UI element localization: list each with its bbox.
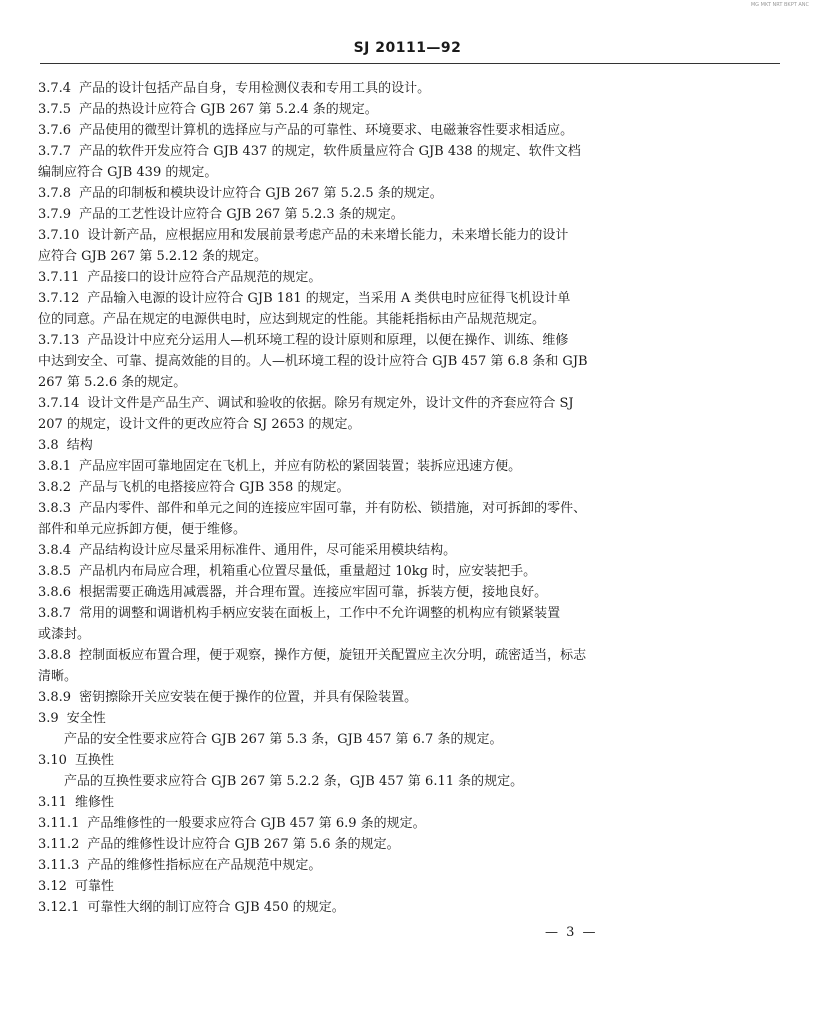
clause-number: 3.11.2 bbox=[38, 837, 80, 852]
clause-number: 3.8.7 bbox=[38, 606, 72, 621]
clause-text: 产品维修性的一般要求应符合 GJB 457 第 6.9 条的规定。 bbox=[87, 816, 426, 831]
text-line bbox=[38, 309, 780, 330]
text-line bbox=[38, 666, 780, 687]
text-line bbox=[38, 414, 780, 435]
text-line bbox=[38, 99, 780, 120]
clause-number: 3.7.12 bbox=[38, 291, 80, 306]
clause-number: 3.8.8 bbox=[38, 648, 72, 663]
clause-text: 维修性 bbox=[74, 795, 114, 810]
clause-number: 3.8 bbox=[38, 438, 59, 453]
clause-number: 3.7.4 bbox=[38, 81, 72, 96]
clause-text: 常用的调整和调谐机构手柄应安装在面板上，工作中不允许调整的机构应有锁紧装置 bbox=[79, 606, 561, 621]
clause-number: 3.7.6 bbox=[38, 123, 72, 138]
clause-text: 结构 bbox=[66, 438, 93, 453]
corner-mark: MG MKT NRT BKPT ANC bbox=[750, 2, 809, 8]
clause-number: 3.7.8 bbox=[38, 186, 72, 201]
text-line bbox=[38, 540, 780, 561]
clause-number: 3.8.6 bbox=[38, 585, 72, 600]
clause-number: 3.11.1 bbox=[38, 816, 80, 831]
clause-text: 267 第 5.2.6 条的规定。 bbox=[38, 375, 187, 390]
clause-text: 产品设计中应充分运用人—机环境工程的设计原则和原理，以便在操作、训练、维修 bbox=[87, 333, 569, 348]
clause-text: 产品与飞机的电搭接应符合 GJB 358 的规定。 bbox=[79, 480, 350, 495]
text-line bbox=[38, 183, 780, 204]
header-rule bbox=[40, 63, 780, 64]
clause-text: 产品接口的设计应符合产品规范的规定。 bbox=[87, 270, 322, 285]
clause-text: 可靠性 bbox=[74, 879, 114, 894]
clause-text: 产品输入电源的设计应符合 GJB 181 的规定，当采用 A 类供电时应征得飞机设计单 bbox=[87, 291, 571, 306]
text-line bbox=[38, 498, 780, 519]
clause-text: 互换性 bbox=[74, 753, 114, 768]
clause-text: 产品机内布局应合理，机箱重心位置尽量低，重量超过 10kg 时，应安装把手。 bbox=[79, 564, 537, 579]
text-line bbox=[38, 624, 780, 645]
clause-text: 产品的维修性设计应符合 GJB 267 第 5.6 条的规定。 bbox=[87, 837, 400, 852]
text-line bbox=[38, 162, 780, 183]
clause-number: 3.7.13 bbox=[38, 333, 80, 348]
body-text bbox=[38, 78, 780, 918]
text-line bbox=[38, 141, 780, 162]
clause-text: 清晰。 bbox=[38, 669, 78, 684]
text-line bbox=[38, 876, 780, 897]
clause-number: 3.8.1 bbox=[38, 459, 72, 474]
text-line bbox=[38, 225, 780, 246]
text-line bbox=[38, 687, 780, 708]
clause-text: 产品内零件、部件和单元之间的连接应牢固可靠，并有防松、锁措施，对可拆卸的零件、 bbox=[79, 501, 587, 516]
clause-text: 产品的热设计应符合 GJB 267 第 5.2.4 条的规定。 bbox=[79, 102, 378, 117]
text-line bbox=[38, 78, 780, 99]
text-line bbox=[38, 435, 780, 456]
text-line bbox=[38, 120, 780, 141]
clause-number: 3.7.14 bbox=[38, 396, 80, 411]
clause-number: 3.8.5 bbox=[38, 564, 72, 579]
clause-text: 位的同意。产品在规定的电源供电时，应达到规定的性能。其能耗指标由产品规范规定。 bbox=[38, 312, 546, 327]
clause-number: 3.8.4 bbox=[38, 543, 72, 558]
clause-number: 3.8.9 bbox=[38, 690, 72, 705]
text-line bbox=[38, 645, 780, 666]
clause-text: 产品的工艺性设计应符合 GJB 267 第 5.2.3 条的规定。 bbox=[79, 207, 404, 222]
text-line bbox=[38, 477, 780, 498]
text-line bbox=[38, 813, 780, 834]
clause-number: 3.8.2 bbox=[38, 480, 72, 495]
clause-text: 部件和单元应拆卸方便，便于维修。 bbox=[38, 522, 247, 537]
page-number: — 3 — bbox=[545, 925, 598, 940]
text-line bbox=[38, 708, 780, 729]
clause-text: 产品的设计包括产品自身，专用检测仪表和专用工具的设计。 bbox=[79, 81, 431, 96]
clause-text: 产品的印制板和模块设计应符合 GJB 267 第 5.2.5 条的规定。 bbox=[79, 186, 443, 201]
text-line bbox=[38, 351, 780, 372]
text-line bbox=[38, 561, 780, 582]
clause-number: 3.10 bbox=[38, 753, 67, 768]
clause-number: 3.7.9 bbox=[38, 207, 72, 222]
clause-text: 编制应符合 GJB 439 的规定。 bbox=[38, 165, 218, 180]
text-line bbox=[38, 372, 780, 393]
page-header: SJ 20111—92 bbox=[353, 40, 462, 56]
clause-text: 产品的软件开发应符合 GJB 437 的规定，软件质量应符合 GJB 438 的规定、软件文档 bbox=[79, 144, 581, 159]
text-line bbox=[38, 582, 780, 603]
clause-text: 可靠性大纲的制订应符合 GJB 450 的规定。 bbox=[87, 900, 345, 915]
clause-text: 中达到安全、可靠、提高效能的目的。人—机环境工程的设计应符合 GJB 457 第 6.8 条和 GJB bbox=[38, 354, 588, 369]
clause-number: 3.7.7 bbox=[38, 144, 72, 159]
clause-text: 设计文件是产品生产、调试和验收的依据。除另有规定外，设计文件的齐套应符合 SJ bbox=[87, 396, 574, 411]
clause-text: 产品应牢固可靠地固定在飞机上，并应有防松的紧固装置；装拆应迅速方便。 bbox=[79, 459, 522, 474]
clause-number: 3.11.3 bbox=[38, 858, 80, 873]
text-line bbox=[38, 246, 780, 267]
text-line bbox=[38, 288, 780, 309]
clause-text: 产品的维修性指标应在产品规范中规定。 bbox=[87, 858, 322, 873]
text-line bbox=[38, 267, 780, 288]
text-line bbox=[38, 729, 780, 750]
clause-text: 或漆封。 bbox=[38, 627, 91, 642]
text-line bbox=[38, 834, 780, 855]
text-line bbox=[38, 204, 780, 225]
clause-text: 根据需要正确选用减震器，并合理布置。连接应牢固可靠，拆装方便，接地良好。 bbox=[79, 585, 548, 600]
text-line bbox=[38, 750, 780, 771]
clause-number: 3.11 bbox=[38, 795, 67, 810]
clause-number: 3.7.10 bbox=[38, 228, 80, 243]
text-line bbox=[38, 330, 780, 351]
clause-number: 3.7.11 bbox=[38, 270, 80, 285]
text-line bbox=[38, 519, 780, 540]
text-line bbox=[38, 855, 780, 876]
text-line bbox=[38, 792, 780, 813]
text-line bbox=[38, 456, 780, 477]
clause-number: 3.8.3 bbox=[38, 501, 72, 516]
clause-text: 设计新产品，应根据应用和发展前景考虑产品的未来增长能力，未来增长能力的设计 bbox=[87, 228, 569, 243]
clause-text: 安全性 bbox=[66, 711, 106, 726]
clause-text: 产品的安全性要求应符合 GJB 267 第 5.3 条，GJB 457 第 6.7 条的规定。 bbox=[64, 732, 503, 747]
text-line bbox=[38, 603, 780, 624]
clause-text: 产品结构设计应尽量采用标准件、通用件，尽可能采用模块结构。 bbox=[79, 543, 457, 558]
text-line bbox=[38, 393, 780, 414]
clause-text: 控制面板应布置合理，便于观察，操作方便，旋钮开关配置应主次分明，疏密适当，标志 bbox=[79, 648, 587, 663]
text-line bbox=[38, 897, 780, 918]
clause-text: 密钥擦除开关应安装在便于操作的位置，并具有保险装置。 bbox=[79, 690, 418, 705]
clause-text: 产品的互换性要求应符合 GJB 267 第 5.2.2 条，GJB 457 第 6.11 条的规定。 bbox=[64, 774, 524, 789]
text-line bbox=[38, 771, 780, 792]
clause-number: 3.12 bbox=[38, 879, 67, 894]
clause-number: 3.7.5 bbox=[38, 102, 72, 117]
clause-text: 产品使用的微型计算机的选择应与产品的可靠性、环境要求、电磁兼容性要求相适应。 bbox=[79, 123, 574, 138]
clause-text: 207 的规定，设计文件的更改应符合 SJ 2653 的规定。 bbox=[38, 417, 361, 432]
clause-text: 应符合 GJB 267 第 5.2.12 条的规定。 bbox=[38, 249, 267, 264]
clause-number: 3.12.1 bbox=[38, 900, 80, 915]
clause-number: 3.9 bbox=[38, 711, 59, 726]
